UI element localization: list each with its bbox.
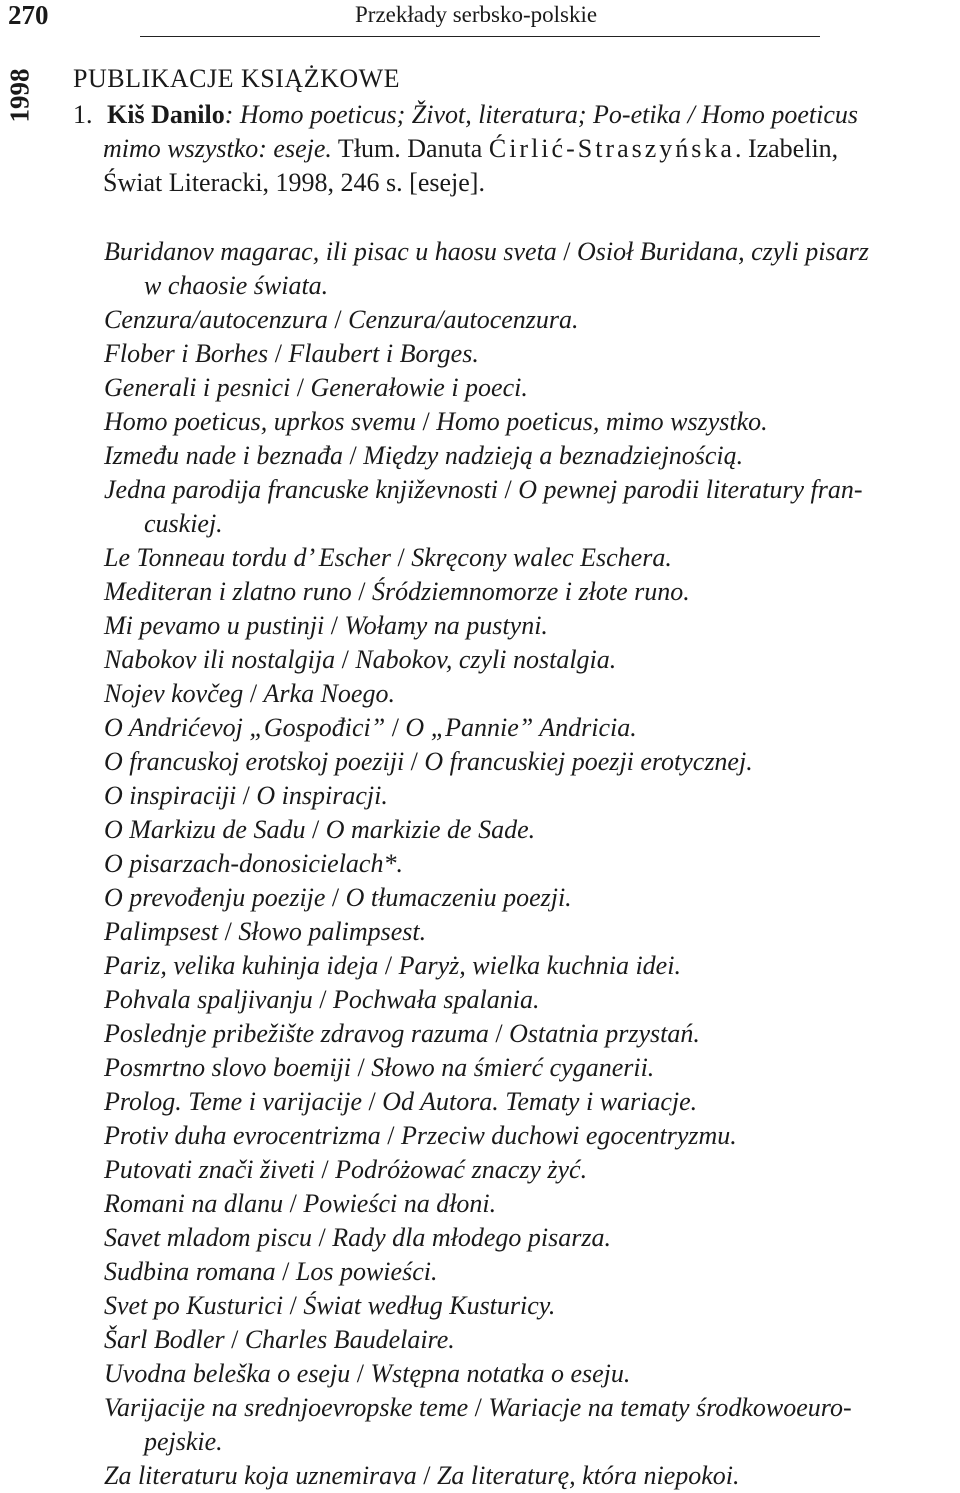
essay-item	[104, 303, 954, 337]
essay-polish-title: Za literaturę, która niepokoi.	[436, 1461, 740, 1490]
entry-publisher-tail: . Izabelin,	[734, 134, 839, 163]
essay-serbian-title: Jedna parodija francuske književnosti	[104, 475, 499, 504]
essay-serbian-title: Generali i pesnici	[104, 373, 291, 402]
section-title: PUBLIKACJE KSIĄŻKOWE	[73, 64, 401, 93]
essay-serbian-title: Buridanov magarac, ili pisac u haosu sveta	[104, 237, 557, 266]
essay-item	[104, 575, 954, 609]
essay-polish-title: Między nadzieją a beznadziejnością.	[363, 441, 744, 470]
essay-polish-title: Osioł Buridana, czyli pisarz	[577, 237, 869, 266]
essay-serbian-title: Homo poeticus, uprkos svemu	[104, 407, 416, 436]
essay-serbian-title: Protiv duha evrocentrizma	[104, 1121, 381, 1150]
essay-polish-title: Wstępna notatka o eseju.	[370, 1359, 631, 1388]
essay-separator: /	[415, 407, 437, 436]
essay-polish-title: Arka Noego.	[263, 679, 395, 708]
entry-line-2	[73, 132, 953, 166]
essay-serbian-title: Cenzura/autocenzura	[104, 305, 328, 334]
essay-item	[104, 1323, 954, 1357]
entry-title: : Homo poeticus; Život, literatura; Po-etika / Homo poeticus	[224, 100, 859, 129]
essay-item	[104, 643, 954, 677]
essay-polish-title: Śródziemnomorze i złote runo.	[371, 577, 690, 606]
year-marker: 1998	[4, 68, 35, 123]
essay-item	[104, 813, 954, 847]
essay-polish-title: Przeciw duchowi egocentryzmu.	[401, 1121, 737, 1150]
essay-continuation: w chaosie świata.	[144, 271, 329, 300]
essay-item	[104, 1221, 954, 1255]
essay-separator: /	[404, 747, 425, 776]
essay-polish-title: Flaubert i Borges.	[288, 339, 479, 368]
essay-serbian-title: Pariz, velika kuhinja ideja	[104, 951, 379, 980]
essay-separator: /	[224, 1325, 245, 1354]
essay-item	[104, 439, 954, 473]
essay-item	[104, 1255, 954, 1289]
essay-serbian-title: Nabokov ili nostalgija	[104, 645, 336, 674]
essay-separator: /	[290, 373, 311, 402]
essay-item	[104, 609, 954, 643]
essay-separator: /	[236, 781, 257, 810]
essay-item	[104, 1085, 954, 1119]
essay-separator: /	[390, 543, 412, 572]
essay-separator: /	[283, 1291, 304, 1320]
essay-polish-title: Słowo na śmierć cyganerii.	[371, 1053, 655, 1082]
essay-separator: /	[314, 1155, 336, 1184]
essay-separator: /	[488, 1019, 510, 1048]
essay-item	[104, 1391, 954, 1459]
essay-item	[104, 235, 954, 303]
essay-serbian-title: Uvodna beleška o eseju	[104, 1359, 351, 1388]
essay-serbian-title: O francuskoj erotskoj poeziji	[104, 747, 405, 776]
essay-separator: /	[325, 883, 346, 912]
essay-polish-title: O inspiracji.	[256, 781, 388, 810]
essay-polish-title: Los powieści.	[295, 1257, 438, 1286]
essay-serbian-title: Palimpsest	[104, 917, 219, 946]
essay-separator: /	[283, 1189, 304, 1218]
essay-polish-title: Podróżować znaczy żyć.	[335, 1155, 588, 1184]
essay-polish-title: Rady dla młodego pisarza.	[332, 1223, 611, 1252]
essay-serbian-title: Romani na dlanu	[104, 1189, 284, 1218]
entry-title-cont: mimo wszystko: eseje.	[103, 134, 332, 163]
essay-serbian-title: Mi pevamo u pustinji	[104, 611, 325, 640]
essay-separator: /	[312, 985, 333, 1014]
essay-polish-title: Wariacje na tematy środkowoeuro-	[488, 1393, 852, 1422]
essay-separator: /	[311, 1223, 333, 1252]
essay-serbian-title: O pisarzach-donosicielach*.	[104, 849, 403, 878]
essay-polish-title: Skręcony walec Eschera.	[411, 543, 672, 572]
essay-item	[104, 949, 954, 983]
essay-separator: /	[362, 1087, 383, 1116]
entry-translator-prefix: Tłum. Danuta	[331, 134, 489, 163]
running-head: Przekłady serbsko-polskie	[355, 2, 598, 27]
essay-polish-title: Świat według Kusturicy.	[303, 1291, 556, 1320]
essay-separator: /	[556, 237, 578, 266]
essay-serbian-title: Posmrtno slovo boemiji	[104, 1053, 351, 1082]
essay-item	[104, 1017, 954, 1051]
entry-author: Kiš Danilo	[107, 100, 225, 129]
essay-polish-title: Charles Baudelaire.	[244, 1325, 455, 1354]
essay-polish-title: Generałowie i poeci.	[310, 373, 528, 402]
essay-serbian-title: Le Tonneau tordu d’ Escher	[104, 543, 391, 572]
entry-number: 1.	[73, 100, 93, 129]
essay-continuation: pejskie.	[144, 1427, 223, 1456]
essay-separator: /	[378, 951, 399, 980]
essay-continuation: cuskiej.	[144, 509, 223, 538]
essay-serbian-title: Svet po Kusturici	[104, 1291, 284, 1320]
essay-serbian-title: Savet mladom piscu	[104, 1223, 312, 1252]
entry-translator-name: Ćirlić-Straszyńska	[488, 134, 735, 163]
essay-serbian-title: O Markizu de Sadu	[104, 815, 306, 844]
essay-separator: /	[498, 475, 519, 504]
main-entry	[73, 98, 953, 200]
essay-item	[104, 337, 954, 371]
essay-item	[104, 1051, 954, 1085]
essay-item	[104, 541, 954, 575]
essay-polish-title: Paryż, wielka kuchnia idei.	[398, 951, 681, 980]
essay-item	[104, 779, 954, 813]
essay-separator: /	[380, 1121, 402, 1150]
header-rule	[140, 36, 820, 37]
essay-serbian-title: O inspiraciji	[104, 781, 237, 810]
essay-serbian-title: Šarl Bodler	[104, 1325, 225, 1354]
essay-item	[104, 1357, 954, 1391]
essay-serbian-title: O Andrićevoj „Gospođici”	[104, 713, 386, 742]
essay-separator: /	[324, 611, 345, 640]
essay-separator: /	[243, 679, 264, 708]
essay-separator: /	[351, 577, 372, 606]
essay-item	[104, 1289, 954, 1323]
essay-item	[104, 405, 954, 439]
essay-separator: /	[218, 917, 239, 946]
essay-polish-title: Od Autora. Tematy i wariacje.	[382, 1087, 698, 1116]
essay-serbian-title: Mediteran i zlatno runo	[104, 577, 352, 606]
essay-separator: /	[268, 339, 289, 368]
essay-polish-title: Homo poeticus, mimo wszystko.	[436, 407, 768, 436]
essay-polish-title: Ostatnia przystań.	[509, 1019, 700, 1048]
essay-polish-title: O markizie de Sade.	[325, 815, 536, 844]
essay-item	[104, 881, 954, 915]
essay-serbian-title: Putovati znači živeti	[104, 1155, 315, 1184]
essay-serbian-title: Između nade i beznađa	[104, 441, 344, 470]
essay-separator: /	[350, 1359, 371, 1388]
essay-separator: /	[416, 1461, 437, 1490]
essay-polish-title: Wołamy na pustyni.	[344, 611, 548, 640]
page-number: 270	[8, 0, 49, 30]
essay-separator: /	[327, 305, 349, 334]
essay-serbian-title: Poslednje pribežište zdravog razuma	[104, 1019, 489, 1048]
essay-polish-title: Nabokov, czyli nostalgia.	[355, 645, 617, 674]
essay-polish-title: Cenzura/autocenzura.	[348, 305, 579, 334]
essay-item	[104, 745, 954, 779]
essay-polish-title: O „Pannie” Andricia.	[405, 713, 637, 742]
essay-serbian-title: Prolog. Teme i varijacije	[104, 1087, 363, 1116]
essay-serbian-title: O prevođenju poezije	[104, 883, 326, 912]
essay-item	[104, 711, 954, 745]
essay-separator: /	[351, 1053, 372, 1082]
essay-separator: /	[385, 713, 406, 742]
essay-separator: /	[343, 441, 364, 470]
essay-item	[104, 473, 954, 541]
essay-separator: /	[305, 815, 326, 844]
essay-item	[104, 1119, 954, 1153]
essay-separator: /	[468, 1393, 489, 1422]
essay-polish-title: Słowo palimpsest.	[238, 917, 427, 946]
essay-serbian-title: Za literaturu koja uznemirava	[104, 1461, 417, 1490]
entry-line-3: Świat Literacki, 1998, 246 s. [eseje].	[103, 168, 485, 197]
essay-serbian-title: Nojev kovčeg	[104, 679, 244, 708]
essay-item	[104, 847, 954, 881]
essay-serbian-title: Pohvala spaljivanju	[104, 985, 313, 1014]
essay-serbian-title: Varijacije na srednjoevropske teme	[104, 1393, 469, 1422]
essay-separator: /	[335, 645, 356, 674]
essay-separator: /	[275, 1257, 296, 1286]
essay-polish-title: O francuskiej poezji erotycznej.	[424, 747, 753, 776]
essay-serbian-title: Flober i Borhes	[104, 339, 269, 368]
essay-item	[104, 677, 954, 711]
essay-polish-title: Powieści na dłoni.	[303, 1189, 497, 1218]
essay-list	[104, 235, 954, 1493]
essay-item	[104, 915, 954, 949]
essay-polish-title: O pewnej parodii literatury fran-	[518, 475, 863, 504]
essay-polish-title: Pochwała spalania.	[332, 985, 540, 1014]
essay-polish-title: O tłumaczeniu poezji.	[345, 883, 572, 912]
essay-item	[104, 1153, 954, 1187]
essay-item	[104, 371, 954, 405]
essay-item	[104, 1187, 954, 1221]
essay-serbian-title: Sudbina romana	[104, 1257, 276, 1286]
entry-line-1	[73, 98, 953, 132]
essay-item	[104, 983, 954, 1017]
essay-item	[104, 1459, 954, 1493]
